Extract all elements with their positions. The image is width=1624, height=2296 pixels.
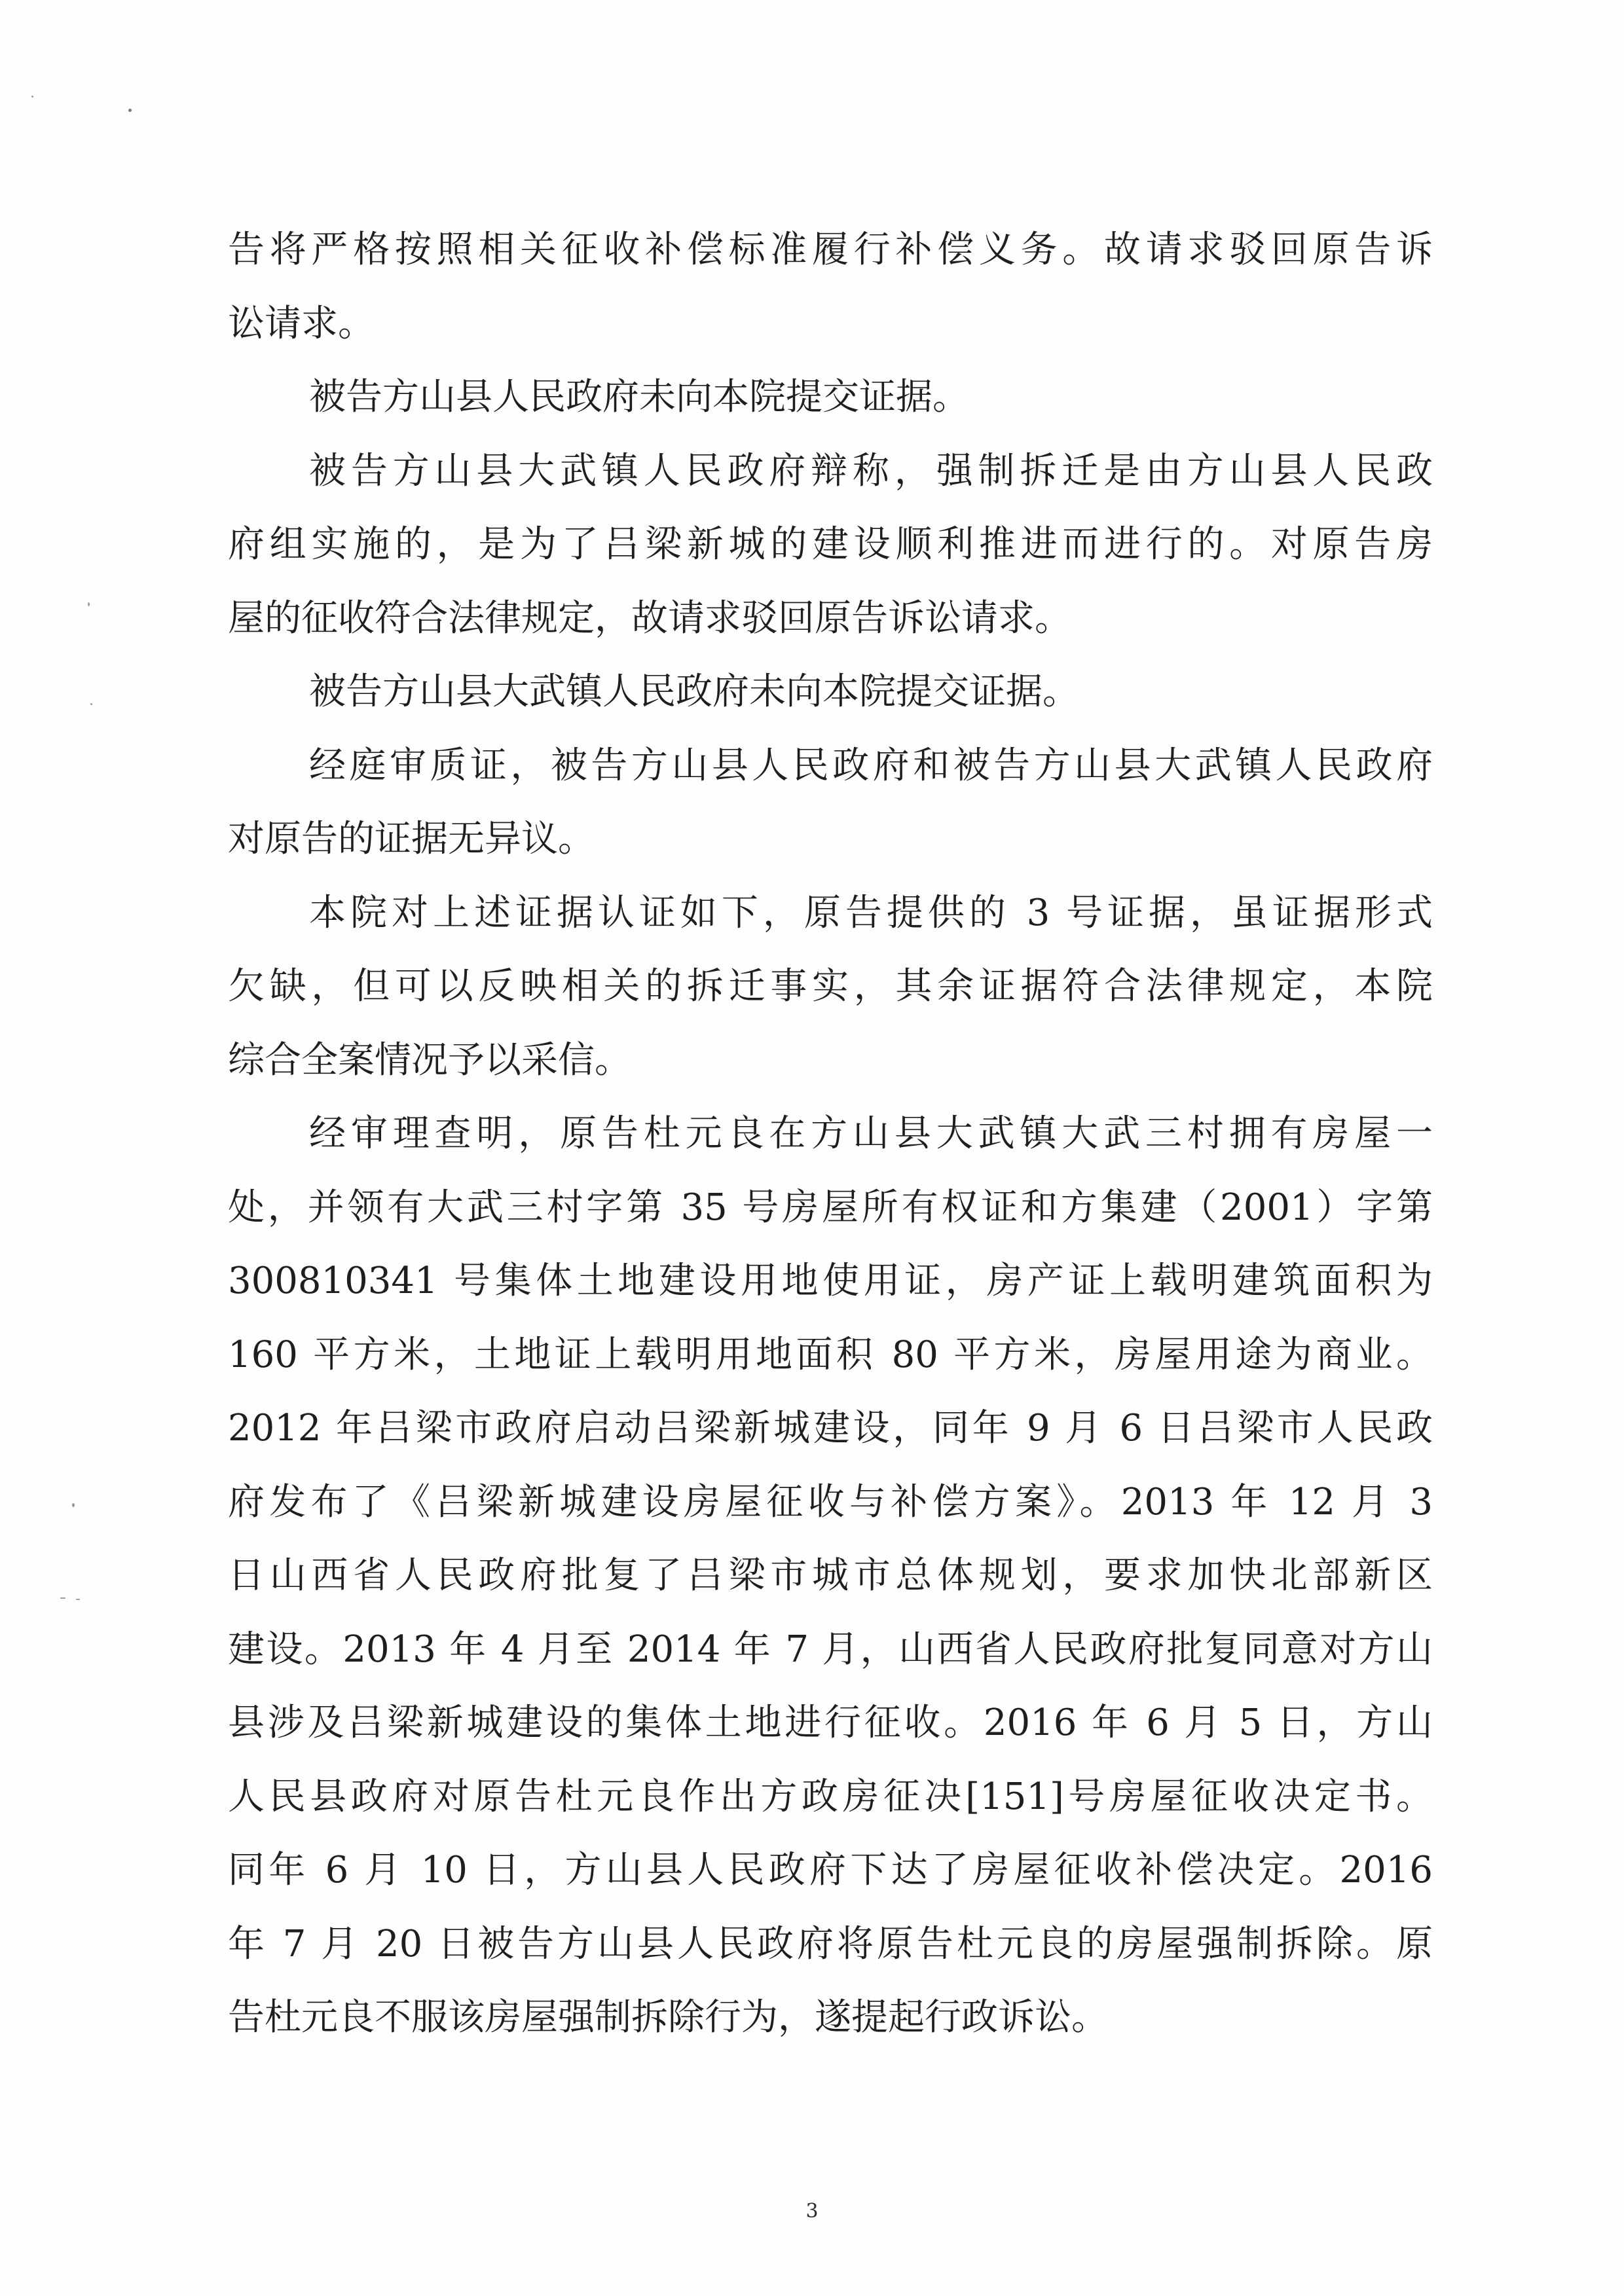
text-line: 日山西省人民政府批复了吕梁市城市总体规划，要求加快北部新区 [228,1554,1433,1597]
text-line: 对原告的证据无异议。 [228,818,595,860]
paragraph [228,1097,1433,2055]
text-line: 县涉及吕梁新城建设的集体土地进行征收。2016 年 6 月 5 日，方山 [228,1702,1433,1744]
text-line: 人民县政府对原告杜元良作出方政房征决[151]号房屋征收决定书。 [228,1775,1433,1818]
text-line: 同年 6 月 10 日，方山县人民政府下达了房屋征收补偿决定。2016 [228,1849,1433,1891]
text-line: 欠缺，但可以反映相关的拆迁事实，其余证据符合法律规定，本院 [228,965,1433,1008]
text-line: 告将严格按照相关征收补偿标准履行补偿义务。故请求驳回原告诉 [228,228,1433,271]
text-line: 被告方山县人民政府未向本院提交证据。 [309,376,969,418]
body-text [228,213,1433,2055]
text-line: 经审理查明，原告杜元良在方山县大武镇大武三村拥有房屋一 [309,1112,1433,1155]
text-line: 被告方山县大武镇人民政府辩称，强制拆迁是由方山县人民政 [309,449,1433,492]
text-line: 讼请求。 [228,302,375,345]
text-line: 府发布了《吕梁新城建设房屋征收与补偿方案》。2013 年 12 月 3 [228,1480,1433,1523]
text-line: 屋的征收符合法律规定，故请求驳回原告诉讼请求。 [228,596,1071,640]
scan-speck [90,703,92,705]
scan-speck [72,1503,75,1507]
paragraph [228,435,1433,656]
text-line: 处，并领有大武三村字第 35 号房屋所有权证和方集建（2001）字第 [228,1186,1433,1229]
paragraph [228,213,1433,361]
paragraph [228,361,1433,435]
text-line: 被告方山县大武镇人民政府未向本院提交证据。 [309,670,1079,713]
text-line: 经庭审质证，被告方山县人民政府和被告方山县大武镇人民政府 [309,744,1433,787]
text-line: 160 平方米，土地证上载明用地面积 80 平方米，房屋用途为商业。 [228,1333,1433,1376]
text-line: 年 7 月 20 日被告方山县人民政府将原告杜元良的房屋强制拆除。原 [228,1922,1433,1965]
text-line: 综合全案情况予以采信。 [228,1038,631,1082]
text-line: 300810341 号集体土地建设用地使用证，房产证上载明建筑面积为 [228,1260,1433,1302]
text-line: 告杜元良不服该房屋强制拆除行为，遂提起行政诉讼。 [228,1996,1108,2039]
scan-speck [88,602,90,606]
text-line: 府组实施的，是为了吕梁新城的建设顺利推进而进行的。对原告房 [228,523,1433,566]
text-line: 建设。2013 年 4 月至 2014 年 7 月，山西省人民政府批复同意对方山 [228,1628,1433,1671]
paragraph [228,877,1433,1098]
scan-speck [128,109,132,112]
paragraph [228,655,1433,729]
paragraph [228,729,1433,877]
text-line: 2012 年吕梁市政府启动吕梁新城建设，同年 9 月 6 日吕梁市人民政 [228,1407,1433,1449]
page-number: 3 [805,2200,819,2223]
scan-speck [76,1599,80,1600]
scan-speck [31,96,33,98]
text-line: 本院对上述证据认证如下，原告提供的 3 号证据，虽证据形式 [309,891,1433,934]
scan-speck [60,1597,65,1599]
